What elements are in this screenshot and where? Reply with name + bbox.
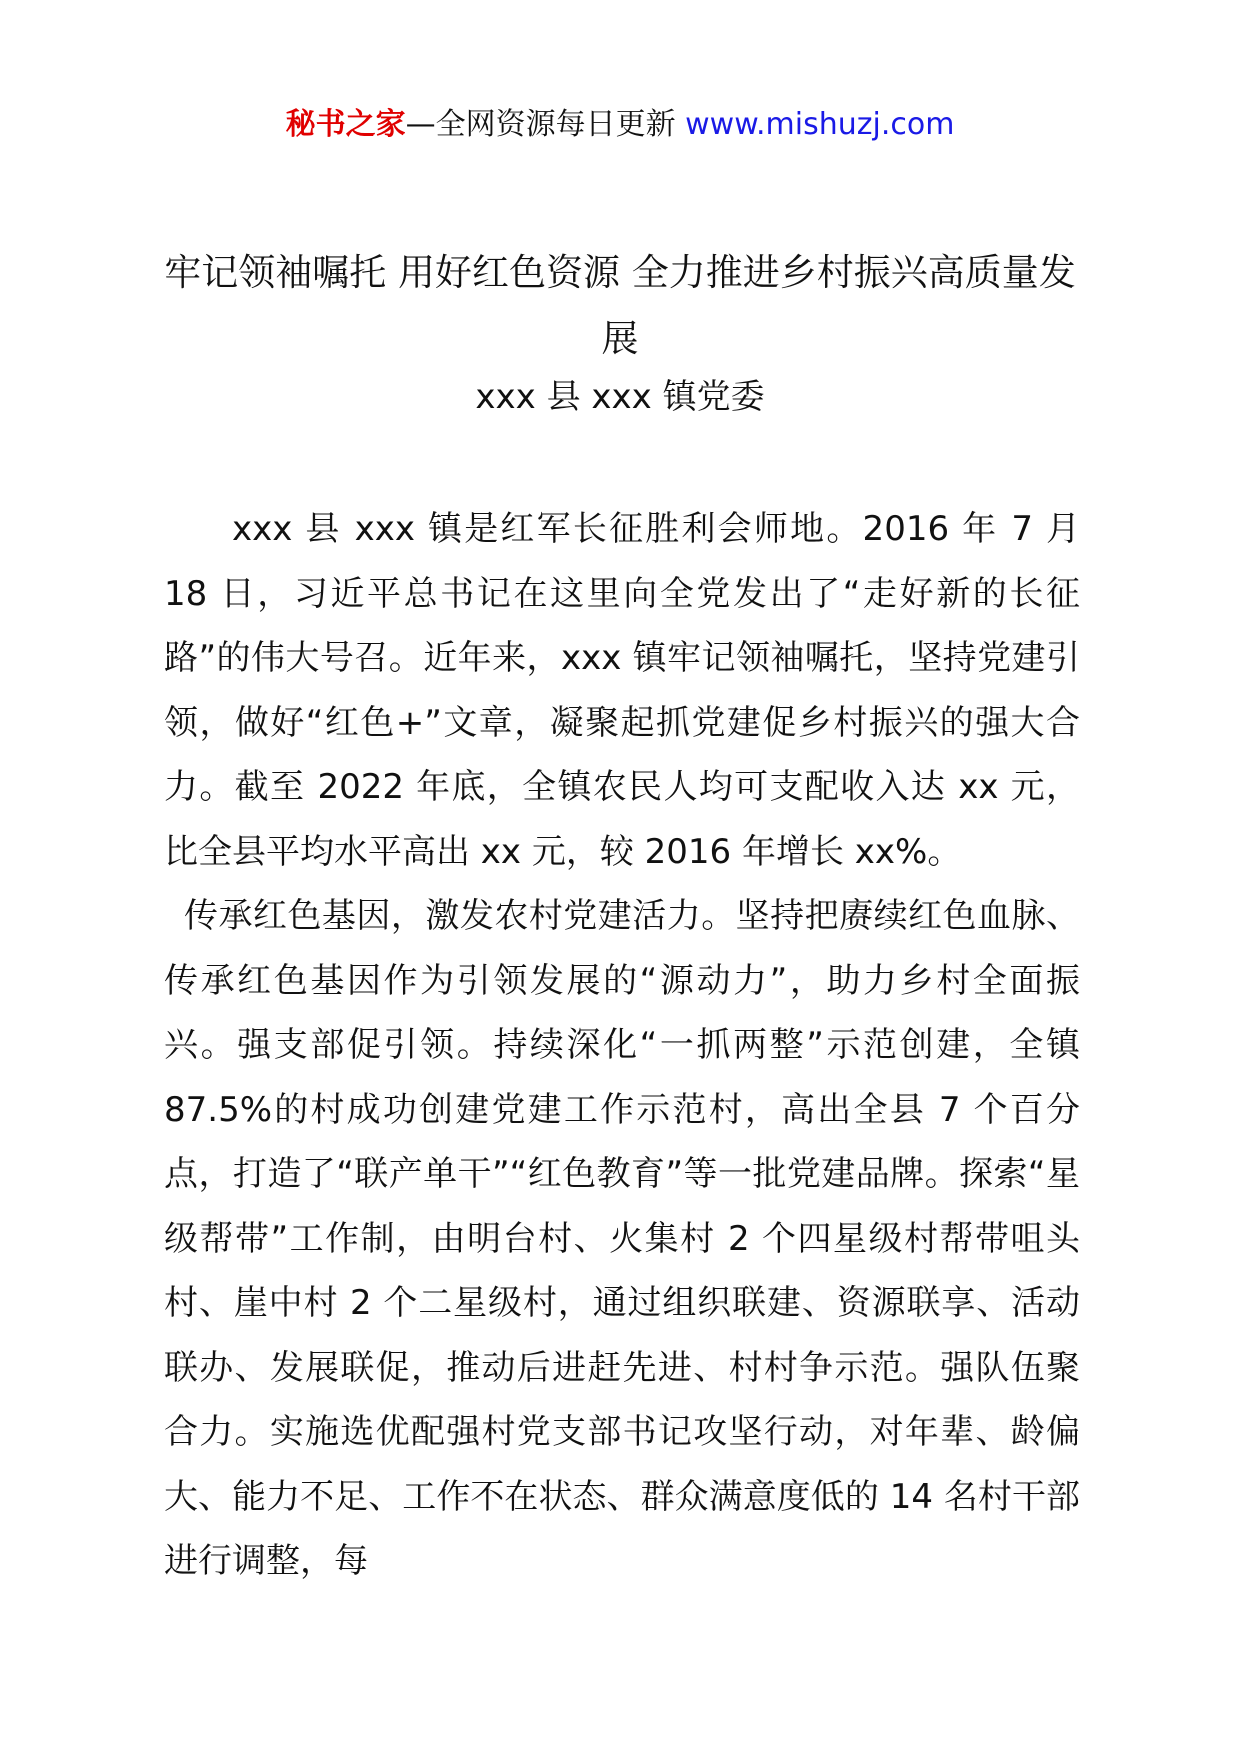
document-author: xxx 县 xxx 镇党委 bbox=[475, 377, 765, 417]
site-brand: 秘书之家 bbox=[285, 107, 406, 142]
site-slogan: —全网资源每日更新 bbox=[405, 107, 686, 142]
site-header bbox=[0, 103, 1240, 147]
document-body bbox=[164, 497, 1080, 1594]
body-paragraph: 传承红色基因，激发农村党建活力。坚持把赓续红色血脉、传承红色基因作为引领发展的“源动力”，助力乡村全面振兴。强支部促引领。持续深化“一抓两整”示范创建，全镇 87.5%的村成功创建党建工作示范村，高出全县 7 个百分点，打造了“联产单干”“红色教育”等一批党建品牌。探索“星级帮带”工作制，由明台村、火集村 2 个四星级村帮带咀头村、崖中村 2 个二星级村，通过组织联建、资源联享、活动联办、发展联促，推动后进赶先进、村村争示范。强队伍聚合力。实施选优配强村党支部书记攻坚行动，对年辈、龄偏大、能力不足、工作不在状态、群众满意度低的 14 名村干部进行调整，每 bbox=[164, 896, 1080, 1581]
site-url-link[interactable]: www.mishuzj.com bbox=[685, 107, 955, 142]
body-paragraph: xxx 县 xxx 镇是红军长征胜利会师地。2016 年 7 月 18 日，习近平总书记在这里向全党发出了“走好新的长征路”的伟大号召。近年来，xxx 镇牢记领袖嘱托，坚持党建引领，做好“红色+”文章，凝聚起抓党建促乡村振兴的强大合力。截至 2022 年底，全镇农民人均可支配收入达 xx 元，比全县平均水平高出 xx 元，较 2016 年增长 xx%。 bbox=[164, 509, 1080, 872]
document-title: 牢记领袖嘱托 用好红色资源 全力推进乡村振兴高质量发展 bbox=[164, 251, 1076, 360]
